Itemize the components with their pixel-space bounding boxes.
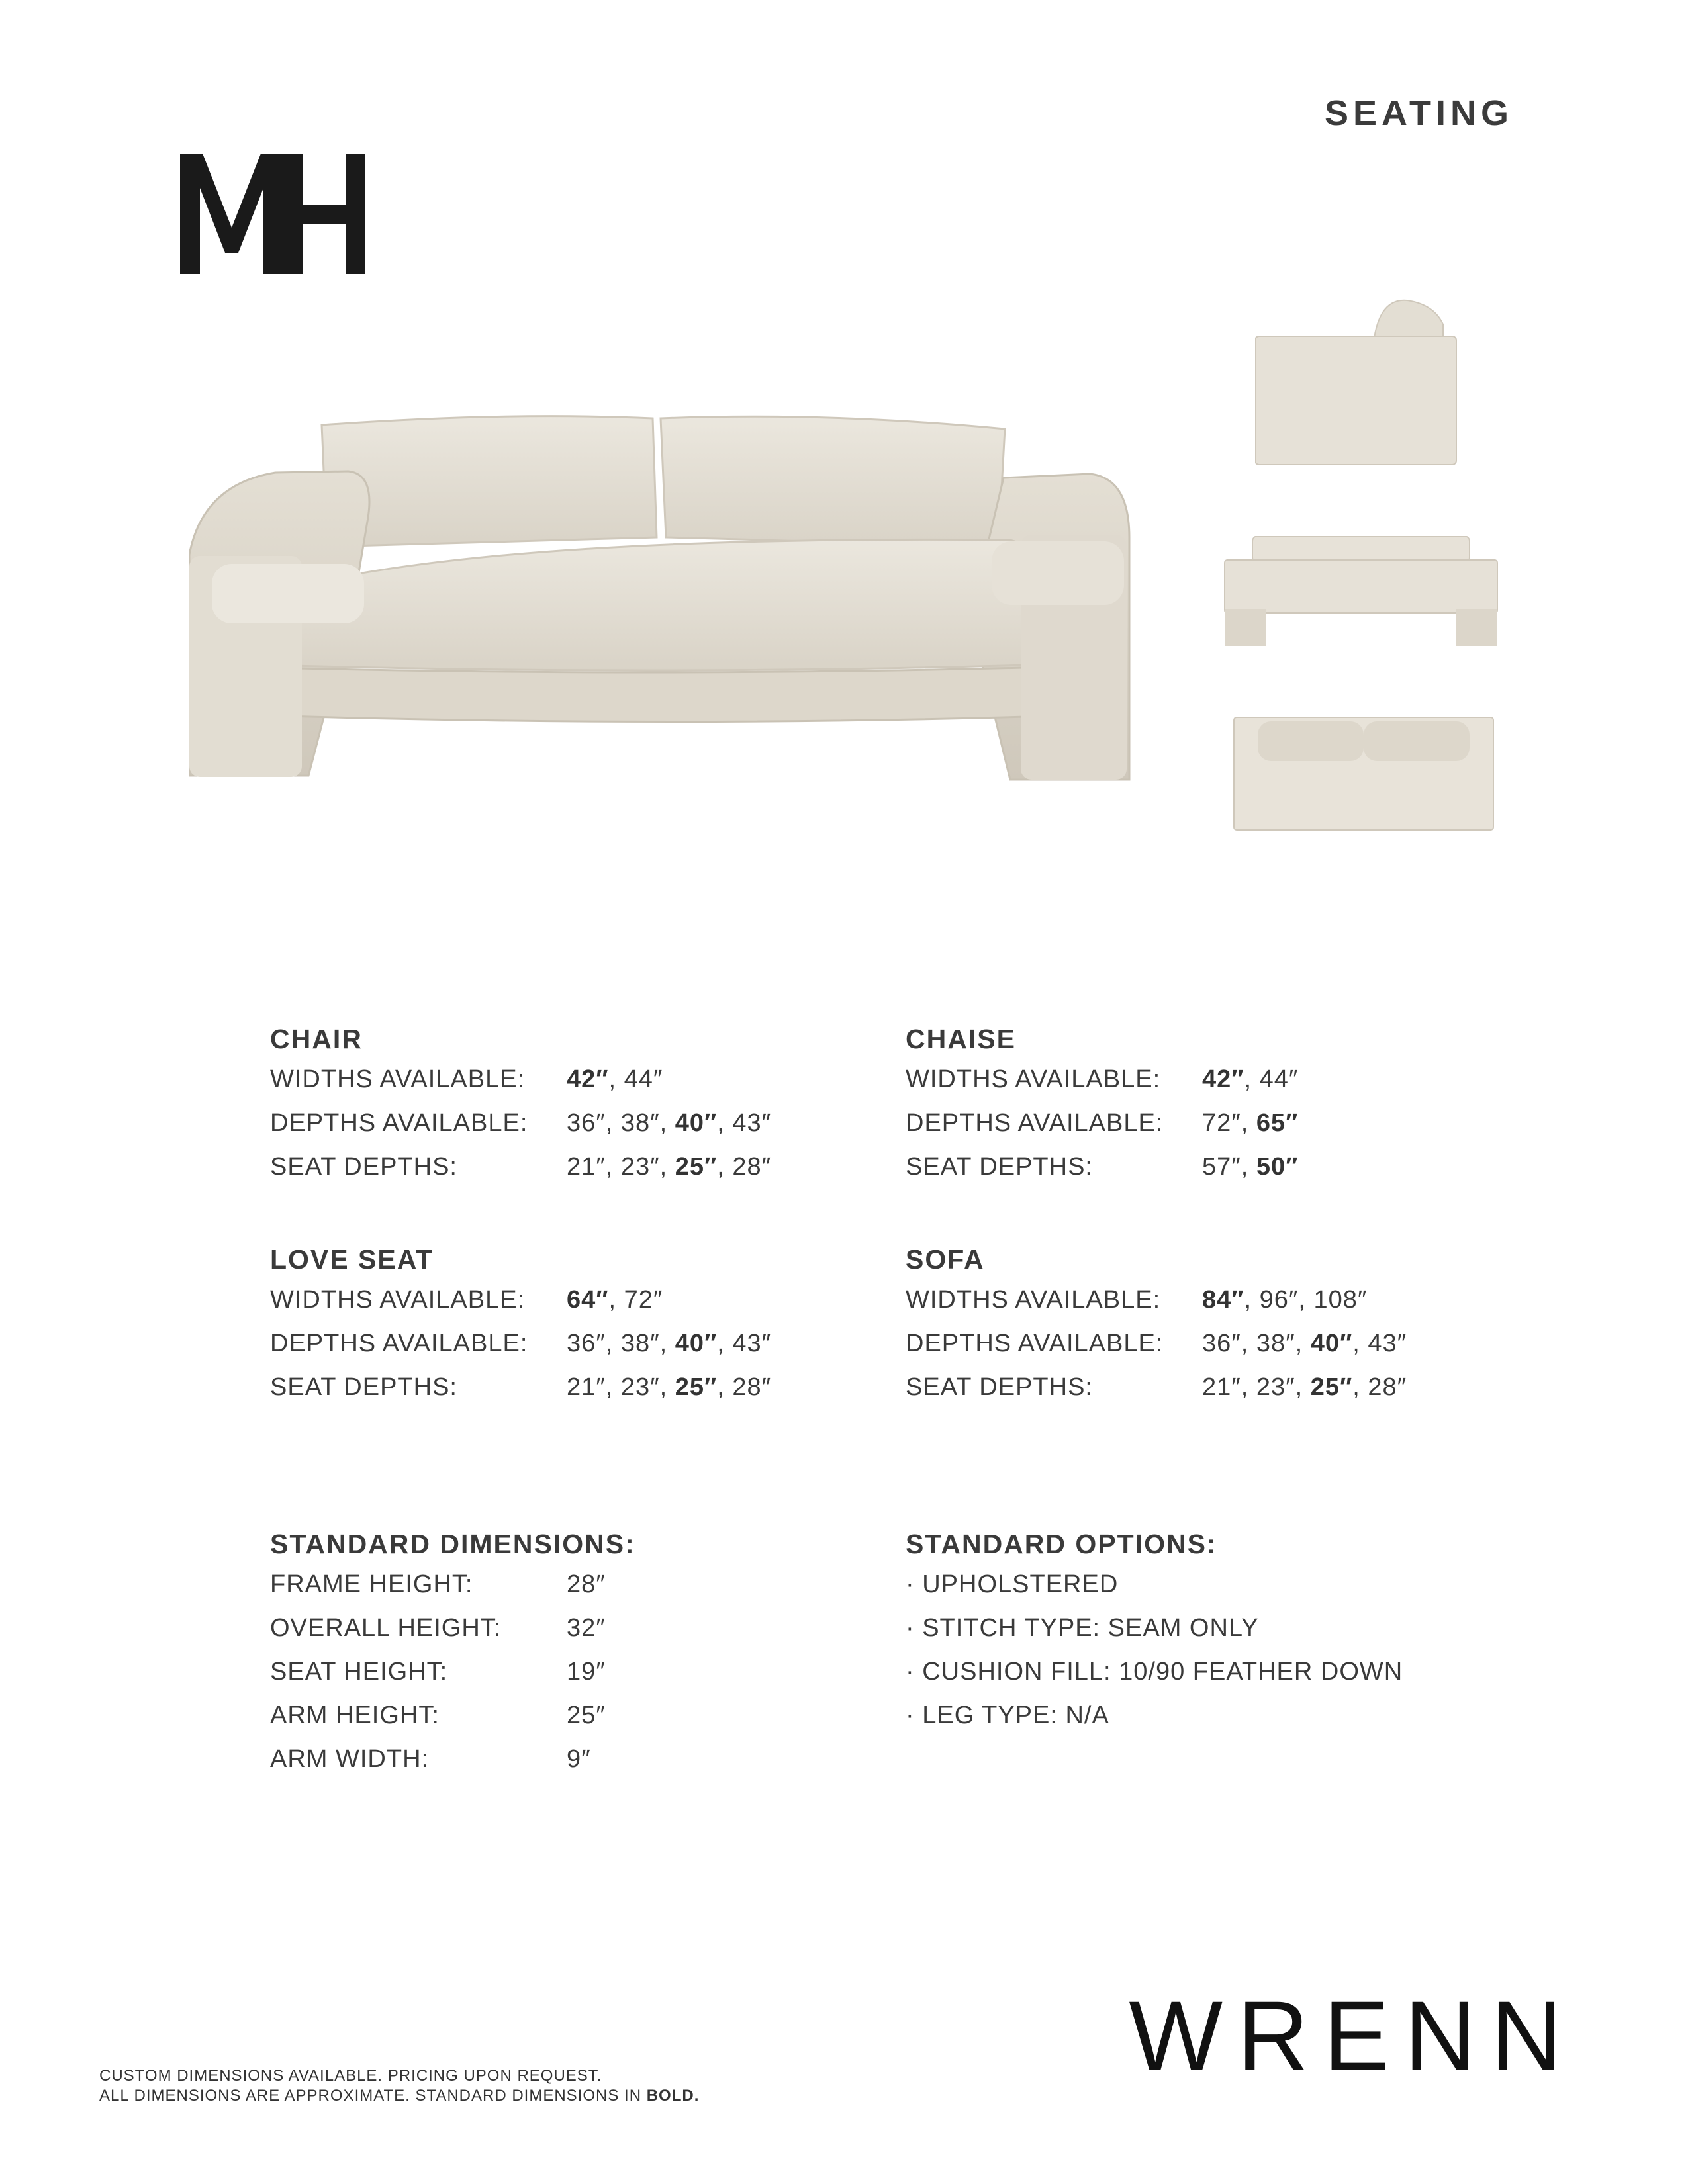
spec-values: 21″, 23″, 25″, 28″ [567, 1373, 772, 1401]
spec-label: SEAT DEPTHS: [270, 1373, 457, 1401]
front-back-cushions [1252, 536, 1470, 563]
dimension-label: ARM WIDTH: [270, 1745, 430, 1773]
spec-value: 21″ [567, 1153, 606, 1181]
spec-love-seat [270, 1241, 866, 1409]
front-view-image [1222, 536, 1500, 649]
top-cushion-right [1364, 721, 1470, 761]
spec-value: 72″ [624, 1286, 663, 1314]
dimension-label: FRAME HEIGHT: [270, 1570, 473, 1598]
spec-value-standard: 42″ [567, 1066, 609, 1093]
footer-line-2-text: ALL DIMENSIONS ARE APPROXIMATE. STANDARD DIMENSIONS IN [99, 2087, 642, 2105]
spec-values: 21″, 23″, 25″, 28″ [1202, 1373, 1407, 1401]
spec-value-standard: 42″ [1202, 1066, 1244, 1093]
standard-options-title: STANDARD OPTIONS: [906, 1529, 1217, 1559]
spec-row [270, 1278, 866, 1322]
back-cushion-left [322, 416, 657, 547]
spec-values: 36″, 38″, 40″, 43″ [1202, 1330, 1407, 1357]
spec-value: 38″ [1256, 1330, 1295, 1357]
spec-title: CHAISE [906, 1024, 1016, 1054]
spec-value: 72″ [1202, 1109, 1241, 1137]
spec-label: DEPTHS AVAILABLE: [906, 1330, 1164, 1357]
spec-values: 64″, 72″ [567, 1286, 663, 1314]
spec-label: SEAT DEPTHS: [270, 1153, 457, 1181]
spec-value: 44″ [624, 1066, 663, 1093]
spec-chair [270, 1021, 866, 1189]
spec-label: WIDTHS AVAILABLE: [906, 1286, 1161, 1314]
sofa-base [242, 667, 1050, 722]
spec-value: 43″ [732, 1330, 772, 1357]
spec-value: 36″ [1202, 1330, 1241, 1357]
spec-values: 42″, 44″ [1202, 1066, 1299, 1093]
sofa-hero-image [189, 405, 1235, 868]
top-view-image [1231, 715, 1496, 834]
option-item: · UPHOLSTERED [906, 1570, 1119, 1598]
dimension-row [270, 1737, 866, 1781]
spec-row [906, 1145, 1501, 1189]
footer-line-2 [99, 2086, 699, 2106]
spec-value: 43″ [1368, 1330, 1407, 1357]
dimension-label: OVERALL HEIGHT: [270, 1614, 502, 1642]
spec-values: 36″, 38″, 40″, 43″ [567, 1109, 772, 1137]
spec-value: 21″ [1202, 1373, 1241, 1401]
spec-row [906, 1058, 1501, 1101]
dimension-row [270, 1606, 866, 1650]
option-item: · CUSHION FILL: 10/90 FEATHER DOWN [906, 1658, 1403, 1686]
spec-title: SOFA [906, 1244, 985, 1275]
front-leg-right [1456, 609, 1497, 646]
footer-line-1: CUSTOM DIMENSIONS AVAILABLE. PRICING UPON REQUEST. [99, 2067, 602, 2085]
dimension-value: 28″ [567, 1570, 606, 1598]
standard-dimensions-title: STANDARD DIMENSIONS: [270, 1529, 635, 1559]
dimension-label: ARM HEIGHT: [270, 1702, 440, 1729]
footer-line-2-bold: BOLD. [646, 2087, 700, 2105]
back-cushion-right [661, 416, 1005, 548]
spec-title: CHAIR [270, 1024, 363, 1054]
spec-row [270, 1322, 866, 1365]
spec-label: DEPTHS AVAILABLE: [270, 1109, 528, 1137]
dimension-row [270, 1694, 866, 1737]
spec-row [906, 1101, 1501, 1145]
standard-dimensions [270, 1525, 866, 1781]
spec-label: WIDTHS AVAILABLE: [270, 1066, 526, 1093]
spec-value-standard: 65″ [1256, 1109, 1299, 1137]
spec-value-standard: 40″ [675, 1109, 718, 1137]
spec-row [906, 1278, 1501, 1322]
spec-row [270, 1058, 866, 1101]
dimension-value: 32″ [567, 1614, 606, 1642]
spec-values: 84″, 96″, 108″ [1202, 1286, 1368, 1314]
spec-values: 57″, 50″ [1202, 1153, 1299, 1181]
spec-value: 23″ [620, 1373, 660, 1401]
spec-values: 21″, 23″, 25″, 28″ [567, 1153, 772, 1181]
spec-label: DEPTHS AVAILABLE: [270, 1330, 528, 1357]
spec-label: WIDTHS AVAILABLE: [906, 1066, 1161, 1093]
spec-value: 23″ [620, 1153, 660, 1181]
left-arm-top [212, 564, 364, 623]
dimension-row [270, 1650, 866, 1694]
spec-label: WIDTHS AVAILABLE: [270, 1286, 526, 1314]
spec-value: 36″ [567, 1330, 606, 1357]
spec-value: 23″ [1256, 1373, 1295, 1401]
spec-value: 28″ [1368, 1373, 1407, 1401]
spec-value: 28″ [732, 1153, 772, 1181]
spec-value: 96″ [1259, 1286, 1299, 1314]
spec-row [906, 1322, 1501, 1365]
spec-label: DEPTHS AVAILABLE: [906, 1109, 1164, 1137]
standard-options [906, 1525, 1501, 1737]
side-view-image [1255, 298, 1474, 470]
category-title: SEATING [1324, 93, 1513, 133]
option-item: · STITCH TYPE: SEAM ONLY [906, 1614, 1259, 1642]
spec-value: 21″ [567, 1373, 606, 1401]
spec-sofa [906, 1241, 1501, 1409]
spec-chaise [906, 1021, 1501, 1189]
dimension-value: 9″ [567, 1745, 591, 1773]
spec-label: SEAT DEPTHS: [906, 1153, 1093, 1181]
dimension-value: 19″ [567, 1658, 606, 1686]
spec-value: 38″ [620, 1109, 660, 1137]
brand-wordmark: WRENN [1129, 1980, 1577, 2091]
spec-value-standard: 50″ [1256, 1153, 1299, 1181]
mh-logo [180, 154, 365, 274]
top-cushion-left [1258, 721, 1364, 761]
footer-note [99, 2066, 699, 2106]
dimension-label: SEAT HEIGHT: [270, 1658, 448, 1686]
front-body [1225, 560, 1497, 613]
spec-row [906, 1365, 1501, 1409]
spec-row [270, 1145, 866, 1189]
option-item: · LEG TYPE: N/A [906, 1702, 1109, 1729]
spec-value: 38″ [620, 1330, 660, 1357]
side-body [1255, 336, 1456, 465]
spec-value: 36″ [567, 1109, 606, 1137]
right-arm-top [992, 541, 1124, 605]
spec-value-standard: 25″ [1310, 1373, 1353, 1401]
side-back-cushion [1374, 300, 1443, 339]
logo-m [180, 154, 283, 274]
spec-value-standard: 25″ [675, 1153, 718, 1181]
spec-label: SEAT DEPTHS: [906, 1373, 1093, 1401]
spec-value-standard: 84″ [1202, 1286, 1244, 1314]
spec-row [270, 1101, 866, 1145]
spec-title: LOVE SEAT [270, 1244, 434, 1275]
spec-value: 57″ [1202, 1153, 1241, 1181]
spec-values: 36″, 38″, 40″, 43″ [567, 1330, 772, 1357]
dimension-value: 25″ [567, 1702, 606, 1729]
spec-value-standard: 40″ [675, 1330, 718, 1357]
spec-value: 43″ [732, 1109, 772, 1137]
dimension-row [270, 1563, 866, 1606]
spec-value: 28″ [732, 1373, 772, 1401]
spec-value-standard: 25″ [675, 1373, 718, 1401]
spec-value-standard: 40″ [1310, 1330, 1353, 1357]
spec-values: 72″, 65″ [1202, 1109, 1299, 1137]
front-leg-left [1225, 609, 1266, 646]
logo-h-bar [283, 205, 365, 224]
spec-value: 108″ [1313, 1286, 1368, 1314]
spec-values: 42″, 44″ [567, 1066, 663, 1093]
spec-row [270, 1365, 866, 1409]
spec-value: 44″ [1259, 1066, 1299, 1093]
spec-value-standard: 64″ [567, 1286, 609, 1314]
